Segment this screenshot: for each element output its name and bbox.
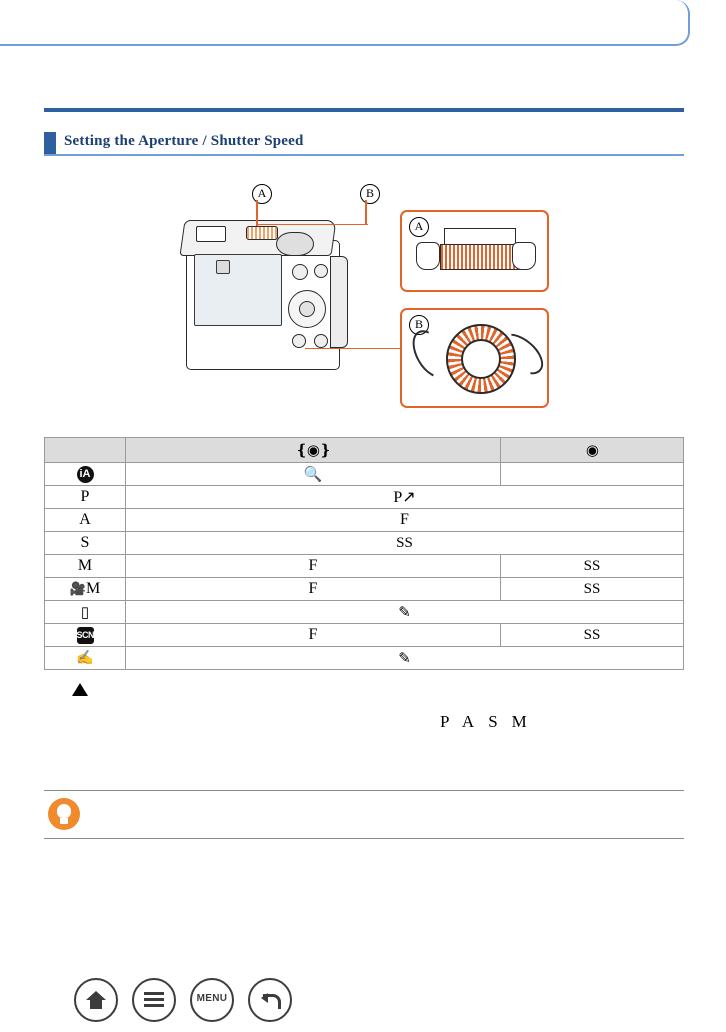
control-dial-icon: ◉ [585,442,599,459]
camera-eyepiece [216,260,230,274]
menu-button[interactable] [190,978,234,1022]
cell-a-value [126,509,684,532]
cell-ia-dial [500,463,683,486]
note-mode-p: P [440,712,462,731]
cell-movie-dial [500,578,683,601]
mode-cell-m [45,555,126,578]
mode-dial-drawing [276,232,314,256]
list-icon [144,992,164,1008]
cell-p-shift [126,486,684,509]
note-mode-a: A [461,712,489,731]
mode-control-table [44,437,684,670]
cell-panorama-value [126,601,684,624]
home-icon [86,991,106,1009]
table-header-control-dial [500,438,683,463]
effect-adjust-icon: ✎ [398,604,411,621]
aperture-symbol: F [308,557,318,574]
aperture-symbol: F [400,511,409,528]
title-top-rule [44,108,684,112]
home-icon-roof [86,991,106,1000]
camera-button-4 [314,334,328,348]
callout-b-leader [365,200,367,224]
home-icon-body [90,1000,102,1009]
control-dial-drawing [288,290,326,328]
mode-label-a: A [79,511,91,528]
contents-list-button[interactable] [132,978,176,1022]
creative-control-icon: ✍ [76,650,94,666]
callout-a-leader [256,200,258,226]
mode-cell-scn [45,624,126,647]
note-mode-s: S [488,712,512,731]
table-row [45,578,684,601]
table-row [45,624,684,647]
detail-a-ring [440,244,520,270]
page-title [44,132,684,156]
tip-bottom-rule [44,838,684,839]
movie-camera-icon: 🎥 [69,581,86,596]
tip-top-rule [44,790,684,791]
shutter-symbol: SS [583,580,601,597]
mode-label-movie-m: M [85,580,101,597]
program-shift-icon: P↗ [393,489,416,506]
note-mode-m: M [511,712,541,731]
note-mode-list [440,712,541,732]
mode-label-m: M [77,557,93,574]
footer-nav [74,978,314,1022]
lightbulb-base [60,818,68,824]
note-triangle-icon [72,683,88,696]
title-bottom-rule [44,154,684,156]
cell-ia-ring [126,463,501,486]
aperture-symbol: F [308,626,318,643]
back-icon [261,992,281,1010]
detail-box-b [400,308,549,408]
cell-movie-ring [126,578,501,601]
mode-cell-ia [45,463,126,486]
detail-a-hand-left [416,242,440,270]
effect-adjust-icon: ✎ [398,650,411,667]
lightbulb-icon [48,798,80,830]
mode-cell-a [45,509,126,532]
home-button[interactable] [74,978,118,1022]
page-header-tab [0,0,690,46]
mode-badge-scn: SCN [77,627,94,644]
detail-box-a [400,210,549,292]
mode-cell-p [45,486,126,509]
detail-a-lens-top [444,228,516,245]
cell-m-ring [126,555,501,578]
mode-label-p: P [80,488,90,505]
table-row [45,555,684,578]
shutter-symbol: SS [583,626,601,643]
camera-button-2 [314,264,328,278]
control-ring-drawing [246,226,278,240]
mode-cell-s [45,532,126,555]
detail-b-letter: B [409,315,429,335]
callout-b-label: B [360,184,380,204]
table-header-row [45,438,684,463]
cell-m-dial [500,555,683,578]
table-row [45,647,684,670]
lightbulb-glass [57,804,71,818]
detail-a-hand-right [512,242,536,270]
menu-icon-label: MENU [196,993,228,1004]
panorama-icon: ▯ [80,604,90,621]
step-zoom-icon: 🔍 [303,466,323,483]
callout-a-leader-h [256,224,368,225]
back-icon-tip [261,993,268,1003]
control-ring-icon: ❴◉❵ [295,442,331,459]
camera-button-3 [292,334,306,348]
back-button[interactable] [248,978,292,1022]
callout-a-label: A [252,184,272,204]
table-row [45,532,684,555]
camera-grip [330,256,348,348]
shutter-symbol: SS [396,534,413,551]
table-row [45,486,684,509]
mode-cell-panorama [45,601,126,624]
mode-cell-creative-movie [45,578,126,601]
cell-creative-value [126,647,684,670]
page-title-text: Setting the Aperture / Shutter Speed [64,133,304,149]
mode-label-s: S [80,534,90,551]
cell-scn-ring [126,624,501,647]
camera-illustration [160,178,560,418]
table-row [45,463,684,486]
cell-s-value [126,532,684,555]
mode-badge-ia: iA [77,466,94,483]
aperture-symbol: F [308,580,318,597]
table-row [45,509,684,532]
title-accent-bar [44,132,56,154]
mode-cell-creative-control [45,647,126,670]
table-header-mode [45,438,126,463]
table-header-control-ring [126,438,501,463]
table-row [45,601,684,624]
camera-lcd-screen [194,254,282,326]
shutter-symbol: SS [583,557,601,574]
detail-b-leader [305,348,400,349]
cell-scn-dial [500,624,683,647]
camera-button-1 [292,264,308,280]
camera-viewfinder [196,226,226,242]
detail-a-letter: A [409,217,429,237]
